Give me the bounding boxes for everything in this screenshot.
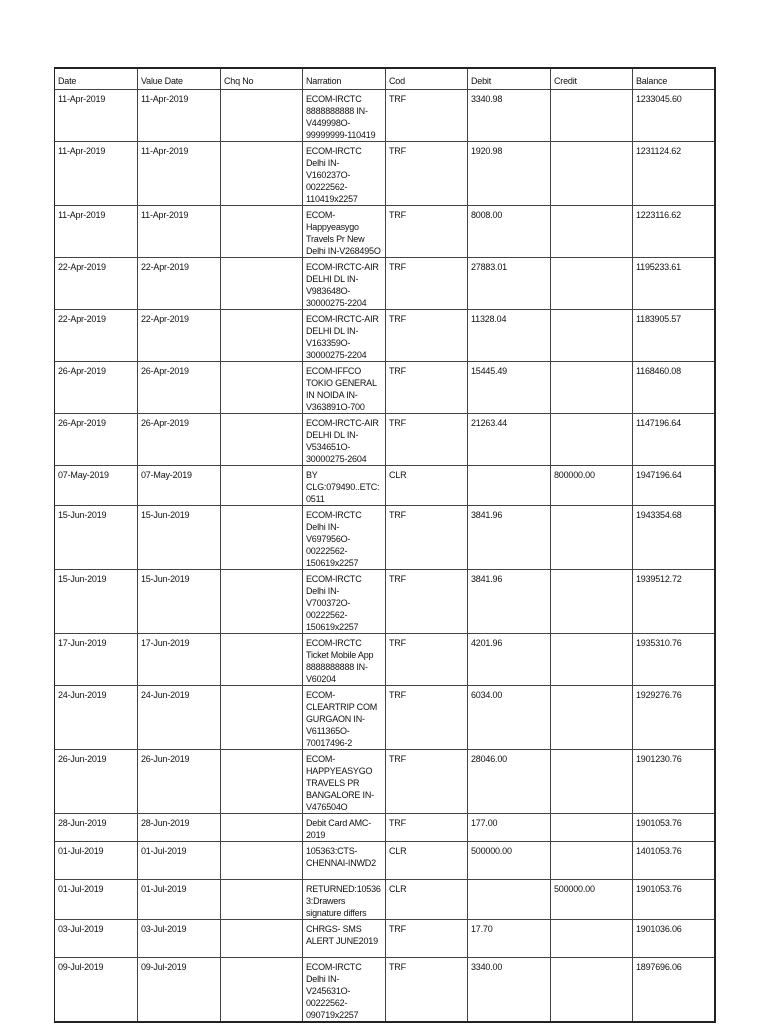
cell-cod: TRF [386,633,468,685]
table-row [55,813,715,841]
cell-value-date: 28-Jun-2019 [138,813,221,841]
cell-narration: ECOM-IRCTC Delhi IN-V697956O-00222562-150619x2257 [303,505,386,569]
table-row [55,205,715,257]
cell-debit: 28046.00 [468,749,551,813]
cell-date: 11-Apr-2019 [55,141,138,205]
cell-cod: TRF [386,257,468,309]
cell-date: 26-Apr-2019 [55,361,138,413]
cell-credit [551,309,633,361]
cell-date: 01-Jul-2019 [55,841,138,879]
cell-debit: 6034.00 [468,685,551,749]
cell-balance: 1897696.06 [633,957,715,1022]
cell-chq-no [221,89,303,141]
cell-date: 26-Apr-2019 [55,413,138,465]
cell-narration: ECOM-IRCTC Ticket Mobile App 8888888888 IN-V60204 [303,633,386,685]
cell-balance: 1935310.76 [633,633,715,685]
cell-date: 26-Jun-2019 [55,749,138,813]
cell-chq-no [221,633,303,685]
column-header-chq-no: Chq No [221,68,303,89]
cell-cod: TRF [386,505,468,569]
header-row [55,68,715,89]
cell-narration: ECOM-IRCTC-AIR DELHI DL IN-V983648O-30000275-2204 [303,257,386,309]
cell-chq-no [221,413,303,465]
cell-credit [551,413,633,465]
table-row [55,413,715,465]
cell-credit [551,89,633,141]
cell-debit: 8008.00 [468,205,551,257]
table-header [55,68,715,89]
cell-chq-no [221,361,303,413]
cell-cod: TRF [386,813,468,841]
cell-value-date: 11-Apr-2019 [138,141,221,205]
cell-credit [551,633,633,685]
cell-date: 11-Apr-2019 [55,205,138,257]
cell-date: 22-Apr-2019 [55,257,138,309]
cell-balance: 1183905.57 [633,309,715,361]
cell-balance: 1147196.64 [633,413,715,465]
table-body [55,89,715,1022]
cell-balance: 1939512.72 [633,569,715,633]
cell-value-date: 26-Jun-2019 [138,749,221,813]
cell-value-date: 01-Jul-2019 [138,841,221,879]
cell-date: 15-Jun-2019 [55,505,138,569]
cell-debit [468,879,551,919]
cell-cod: CLR [386,465,468,505]
cell-cod: TRF [386,361,468,413]
cell-chq-no [221,841,303,879]
cell-credit [551,141,633,205]
cell-chq-no [221,957,303,1022]
cell-value-date: 09-Jul-2019 [138,957,221,1022]
cell-balance: 1195233.61 [633,257,715,309]
cell-value-date: 22-Apr-2019 [138,257,221,309]
table-row [55,879,715,919]
cell-cod: CLR [386,841,468,879]
cell-value-date: 01-Jul-2019 [138,879,221,919]
cell-credit [551,685,633,749]
column-header-narration: Narration [303,68,386,89]
cell-debit: 177.00 [468,813,551,841]
bank-statement-table [54,67,716,1023]
cell-value-date: 24-Jun-2019 [138,685,221,749]
table-row [55,257,715,309]
cell-debit: 11328.04 [468,309,551,361]
cell-debit: 21263.44 [468,413,551,465]
cell-credit [551,813,633,841]
cell-chq-no [221,685,303,749]
cell-credit [551,957,633,1022]
cell-value-date: 22-Apr-2019 [138,309,221,361]
cell-narration: ECOM-IRCTC 8888888888 IN-V449998O-99999999-110419 [303,89,386,141]
cell-value-date: 26-Apr-2019 [138,413,221,465]
cell-debit: 500000.00 [468,841,551,879]
cell-balance: 1223116.62 [633,205,715,257]
cell-credit [551,361,633,413]
cell-debit: 15445.49 [468,361,551,413]
cell-value-date: 11-Apr-2019 [138,205,221,257]
cell-cod: TRF [386,749,468,813]
cell-cod: TRF [386,205,468,257]
cell-narration: ECOM-IRCTC Delhi IN-V245631O-00222562-090719x2257 [303,957,386,1022]
cell-debit: 3340.00 [468,957,551,1022]
cell-date: 11-Apr-2019 [55,89,138,141]
cell-narration: 105363:CTS-CHENNAI-INWD2 [303,841,386,879]
cell-credit [551,257,633,309]
column-header-debit: Debit [468,68,551,89]
cell-cod: TRF [386,141,468,205]
cell-credit: 500000.00 [551,879,633,919]
cell-credit [551,505,633,569]
cell-narration: ECOM-HAPPYEASYGO TRAVELS PR BANGALORE IN-V476504O [303,749,386,813]
column-header-value-date: Value Date [138,68,221,89]
column-header-cod: Cod [386,68,468,89]
column-header-balance: Balance [633,68,715,89]
cell-value-date: 17-Jun-2019 [138,633,221,685]
cell-narration: ECOM-IFFCO TOKIO GENERAL IN NOIDA IN-V363891O-700 [303,361,386,413]
cell-value-date: 15-Jun-2019 [138,569,221,633]
cell-cod: TRF [386,919,468,957]
table-row [55,309,715,361]
cell-chq-no [221,813,303,841]
cell-date: 22-Apr-2019 [55,309,138,361]
cell-balance: 1901053.76 [633,813,715,841]
cell-credit [551,919,633,957]
cell-value-date: 03-Jul-2019 [138,919,221,957]
cell-date: 07-May-2019 [55,465,138,505]
cell-debit: 3841.96 [468,569,551,633]
cell-narration: ECOM-CLEARTRIP COM GURGAON IN-V611365O-70017496-2 [303,685,386,749]
cell-credit [551,841,633,879]
table-row [55,89,715,141]
cell-date: 09-Jul-2019 [55,957,138,1022]
table-row [55,505,715,569]
table-row [55,685,715,749]
cell-debit: 27883.01 [468,257,551,309]
cell-debit: 1920.98 [468,141,551,205]
cell-date: 17-Jun-2019 [55,633,138,685]
cell-date: 01-Jul-2019 [55,879,138,919]
cell-balance: 1233045.60 [633,89,715,141]
cell-chq-no [221,879,303,919]
cell-balance: 1947196.64 [633,465,715,505]
cell-balance: 1901053.76 [633,879,715,919]
cell-chq-no [221,205,303,257]
cell-cod: TRF [386,957,468,1022]
table-row [55,957,715,1022]
cell-cod: TRF [386,309,468,361]
cell-cod: TRF [386,413,468,465]
cell-narration: RETURNED:105363:Drawers signature differs [303,879,386,919]
cell-narration: ECOM-IRCTC Delhi IN-V160237O-00222562-110419x2257 [303,141,386,205]
cell-chq-no [221,309,303,361]
table-row [55,749,715,813]
cell-credit [551,749,633,813]
cell-cod: TRF [386,569,468,633]
cell-debit: 3841.96 [468,505,551,569]
cell-credit [551,205,633,257]
cell-chq-no [221,141,303,205]
cell-balance: 1943354.68 [633,505,715,569]
cell-cod: TRF [386,89,468,141]
table-row [55,465,715,505]
cell-cod: TRF [386,685,468,749]
cell-date: 15-Jun-2019 [55,569,138,633]
cell-balance: 1168460.08 [633,361,715,413]
cell-narration: CHRGS- SMS ALERT JUNE2019 [303,919,386,957]
cell-chq-no [221,749,303,813]
cell-value-date: 15-Jun-2019 [138,505,221,569]
cell-value-date: 07-May-2019 [138,465,221,505]
table-row [55,361,715,413]
cell-narration: ECOM-IRCTC Delhi IN-V700372O-00222562-150619x2257 [303,569,386,633]
cell-debit [468,465,551,505]
cell-chq-no [221,569,303,633]
cell-debit: 3340.98 [468,89,551,141]
cell-cod: CLR [386,879,468,919]
table-row [55,919,715,957]
cell-value-date: 11-Apr-2019 [138,89,221,141]
cell-narration: BY CLG:079490..ETC:0511 [303,465,386,505]
cell-credit: 800000.00 [551,465,633,505]
cell-balance: 1401053.76 [633,841,715,879]
cell-balance: 1901230.76 [633,749,715,813]
cell-narration: ECOM-IRCTC-AIR DELHI DL IN-V163359O-30000275-2204 [303,309,386,361]
table-row [55,141,715,205]
table-row [55,633,715,685]
cell-narration: ECOM-IRCTC-AIR DELHI DL IN-V534651O-30000275-2604 [303,413,386,465]
table-row [55,569,715,633]
cell-chq-no [221,505,303,569]
cell-chq-no [221,465,303,505]
cell-date: 03-Jul-2019 [55,919,138,957]
cell-date: 24-Jun-2019 [55,685,138,749]
cell-debit: 17.70 [468,919,551,957]
cell-credit [551,569,633,633]
cell-balance: 1231124.62 [633,141,715,205]
cell-value-date: 26-Apr-2019 [138,361,221,413]
table-row [55,841,715,879]
column-header-credit: Credit [551,68,633,89]
cell-narration: ECOM-Happyeasygo Travels Pr New Delhi IN-V268495O [303,205,386,257]
column-header-date: Date [55,68,138,89]
cell-balance: 1929276.76 [633,685,715,749]
cell-date: 28-Jun-2019 [55,813,138,841]
cell-balance: 1901036.06 [633,919,715,957]
cell-narration: Debit Card AMC-2019 [303,813,386,841]
cell-chq-no [221,257,303,309]
cell-debit: 4201.96 [468,633,551,685]
cell-chq-no [221,919,303,957]
